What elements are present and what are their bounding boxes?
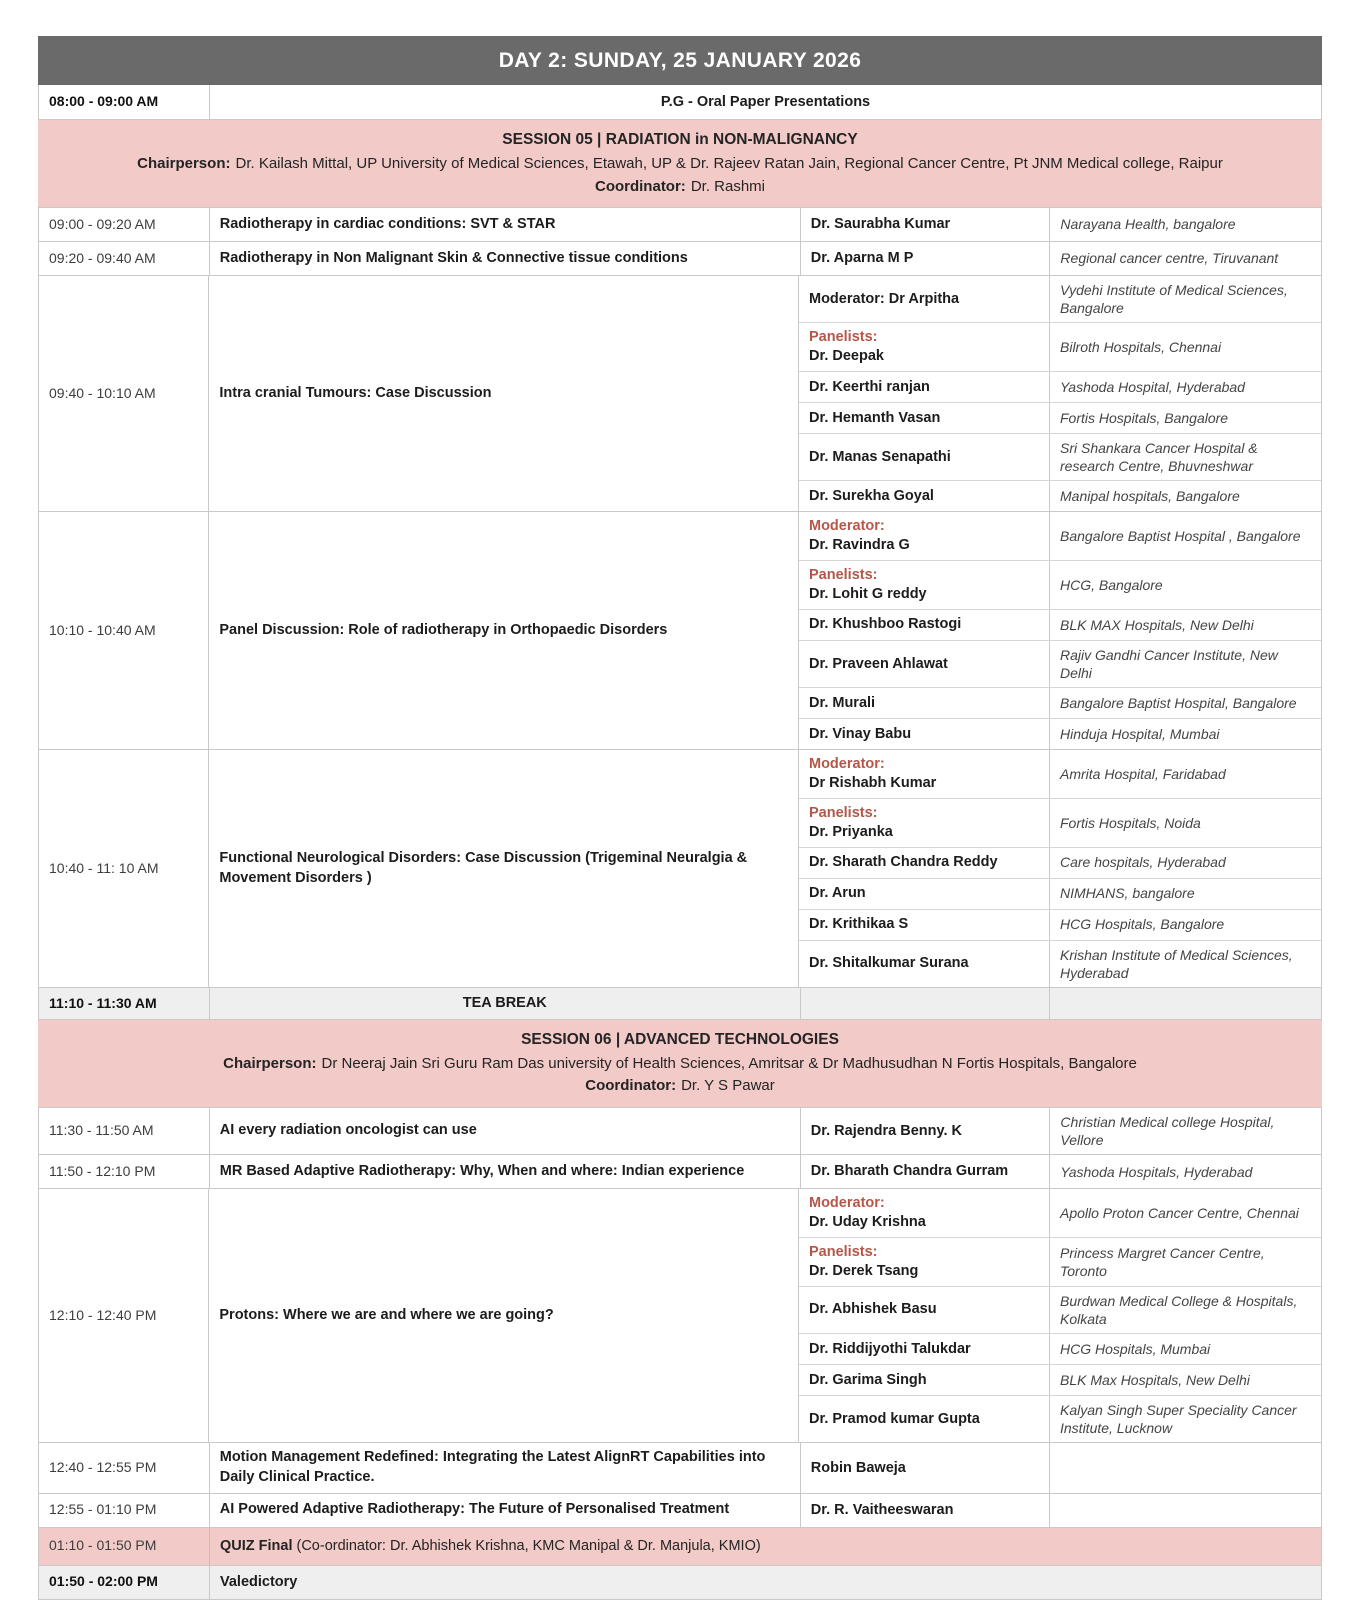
topic-text: Motion Management Redefined: Integrating the Latest AlignRT Capabilities into Daily Clinical Practice. xyxy=(219,1449,766,1485)
panel-role-label: Moderator: xyxy=(809,756,885,773)
speaker-name: Dr. Sharath Chandra Reddy xyxy=(809,854,998,871)
institution-cell xyxy=(1049,403,1321,433)
day-banner xyxy=(38,36,1322,85)
institution-cell xyxy=(1049,208,1321,241)
panel-subrow xyxy=(799,641,1321,688)
time-text: 11:50 - 12:10 PM xyxy=(49,1163,156,1180)
panel-subrows xyxy=(798,750,1321,987)
speaker-cell xyxy=(799,910,1049,940)
time-text: 10:40 - 11: 10 AM xyxy=(49,859,159,876)
institution-cell xyxy=(1049,481,1321,511)
speaker-cell xyxy=(799,561,1049,609)
topic-cell xyxy=(208,276,798,511)
institution-text: Yashoda Hospitals, Hyderabad xyxy=(1060,1163,1253,1180)
quiz-cell xyxy=(209,1528,1321,1565)
panel-subrow xyxy=(799,1287,1321,1334)
institution-text: Fortis Hospitals, Bangalore xyxy=(1060,409,1229,426)
topic-cell xyxy=(209,208,800,241)
topic-cell xyxy=(208,512,798,749)
speaker-cell xyxy=(799,323,1049,371)
institution-cell xyxy=(1049,1238,1321,1286)
time-text: 11:10 - 11:30 AM xyxy=(49,994,157,1011)
institution-cell xyxy=(1049,719,1321,749)
institution-cell xyxy=(1049,610,1321,640)
speaker-name: Dr. Praveen Ahlawat xyxy=(809,655,948,672)
session-header xyxy=(38,120,1322,208)
panel-subrow xyxy=(799,610,1321,641)
institution-cell xyxy=(1049,561,1321,609)
speaker-cell xyxy=(800,242,1050,275)
speaker-name: Dr. Krithikaa S xyxy=(809,916,909,933)
time-text: 10:10 - 10:40 AM xyxy=(49,622,156,639)
panel-subrow xyxy=(799,1238,1321,1287)
speaker-name: Moderator: Dr Arpitha xyxy=(809,290,960,307)
quiz-coordinator-text: (Co-ordinator: Dr. Abhishek Krishna, KMC Manipal & Dr. Manjula, KMIO) xyxy=(296,1538,761,1555)
speaker-name: Dr. Abhishek Basu xyxy=(809,1301,937,1318)
speaker-name: Dr. Surekha Goyal xyxy=(809,488,934,505)
institution-text: Christian Medical college Hospital, Vellore xyxy=(1060,1113,1275,1149)
schedule-page xyxy=(38,36,1322,1600)
speaker-cell xyxy=(800,988,1050,1019)
time-cell xyxy=(39,988,209,1019)
panel-subrow xyxy=(799,1334,1321,1365)
quiz-title: QUIZ Final xyxy=(220,1538,293,1555)
speaker-name: Dr. Keerthi ranjan xyxy=(809,378,930,395)
institution-cell xyxy=(1049,276,1321,322)
panel-subrows xyxy=(798,512,1321,749)
panel-subrow xyxy=(799,799,1321,848)
institution-text: Kalyan Singh Super Speciality Cancer Institute, Lucknow xyxy=(1060,1402,1297,1437)
day-banner-title: DAY 2: SUNDAY, 25 JANUARY 2026 xyxy=(498,48,862,72)
chairperson-label: Chairperson: xyxy=(223,1054,317,1072)
panel-subrow xyxy=(799,434,1321,481)
institution-cell xyxy=(1049,1108,1321,1154)
institution-text: Bangalore Baptist Hospital, Bangalore xyxy=(1060,695,1297,712)
institution-text: BLK MAX Hospitals, New Delhi xyxy=(1060,616,1254,633)
speaker-cell xyxy=(799,879,1049,909)
panel-subrow xyxy=(799,750,1321,799)
time-text: 09:40 - 10:10 AM xyxy=(49,384,156,401)
speaker-cell xyxy=(799,481,1049,511)
institution-cell xyxy=(1049,879,1321,909)
institution-text: Princess Margret Cancer Centre, Toronto xyxy=(1060,1244,1265,1279)
institution-text: BLK Max Hospitals, New Delhi xyxy=(1060,1371,1250,1388)
panel-role-label: Moderator: xyxy=(809,518,885,535)
schedule-row-final xyxy=(38,1566,1322,1600)
panel-subrow xyxy=(799,403,1321,434)
speaker-cell xyxy=(799,512,1049,560)
coordinator-line xyxy=(52,1075,1308,1098)
institution-cell xyxy=(1049,1494,1321,1527)
topic-cell xyxy=(209,1108,800,1154)
schedule-row-panel xyxy=(38,276,1322,512)
institution-text: Vydehi Institute of Medical Sciences, Bangalore xyxy=(1060,282,1288,317)
institution-text: Bilroth Hospitals, Chennai xyxy=(1060,339,1222,356)
panel-subrow xyxy=(799,372,1321,403)
institution-text: Amrita Hospital, Faridabad xyxy=(1060,765,1226,782)
time-cell xyxy=(39,1155,209,1188)
speaker-cell xyxy=(799,750,1049,798)
panel-role-label: Panelists: xyxy=(809,567,878,584)
speaker-cell xyxy=(799,1365,1049,1395)
institution-text: Regional cancer centre, Tiruvanant xyxy=(1060,250,1279,267)
speaker-cell xyxy=(799,610,1049,640)
panel-subrow xyxy=(799,323,1321,372)
coordinator-text: Dr. Rashmi xyxy=(690,177,765,195)
topic-cell xyxy=(208,1189,798,1442)
institution-text: Rajiv Gandhi Cancer Institute, New Delhi xyxy=(1060,646,1278,681)
speaker-cell xyxy=(800,1443,1050,1492)
topic-text: Intra cranial Tumours: Case Discussion xyxy=(219,384,492,401)
panel-subrow xyxy=(799,941,1321,987)
institution-text: HCG Hospitals, Bangalore xyxy=(1060,916,1225,933)
speaker-cell xyxy=(799,1334,1049,1364)
chairperson-text: Dr. Kailash Mittal, UP University of Medical Sciences, Etawah, UP & Dr. Rajeev Ratan Jain, Regional Cancer Centre, Pt JNM Medical college, Raipur xyxy=(235,155,1223,172)
topic-cell xyxy=(209,1443,800,1492)
institution-text: Manipal hospitals, Bangalore xyxy=(1060,488,1240,505)
panel-subrow xyxy=(799,1189,1321,1238)
valedictory-cell: Valedictory xyxy=(209,1566,1321,1599)
time-text: 08:00 - 09:00 AM xyxy=(49,93,159,110)
panel-subrow xyxy=(799,848,1321,879)
speaker-name: Dr. Saurabha Kumar xyxy=(810,216,951,233)
speaker-cell xyxy=(799,372,1049,402)
speaker-cell xyxy=(799,848,1049,878)
time-cell xyxy=(39,276,208,511)
panel-subrows xyxy=(798,276,1321,511)
time-text: 11:30 - 11:50 AM xyxy=(49,1122,154,1139)
institution-cell xyxy=(1049,1396,1321,1442)
speaker-cell xyxy=(799,1238,1049,1286)
time-cell xyxy=(39,512,208,749)
institution-cell xyxy=(1049,1365,1321,1395)
panel-subrow xyxy=(799,276,1321,323)
chairperson-line xyxy=(52,153,1308,176)
institution-cell xyxy=(1049,1189,1321,1237)
institution-cell xyxy=(1049,323,1321,371)
time-text: 09:00 - 09:20 AM xyxy=(49,215,156,232)
time-cell xyxy=(39,1494,209,1527)
speaker-name: Dr. Rajendra Benny. K xyxy=(810,1122,963,1139)
panel-role-label: Panelists: xyxy=(809,329,878,346)
speaker-name: Dr. Bharath Chandra Gurram xyxy=(810,1163,1009,1180)
time-text: 09:20 - 09:40 AM xyxy=(49,249,156,266)
schedule-row-talk xyxy=(38,1155,1322,1189)
speaker-cell xyxy=(799,276,1049,322)
speaker-cell xyxy=(800,208,1050,241)
schedule-row-merged xyxy=(38,85,1322,120)
schedule-row-talk xyxy=(38,1443,1322,1493)
speaker-name: Dr. Hemanth Vasan xyxy=(809,409,941,426)
schedule-row-talk xyxy=(38,208,1322,242)
speaker-cell xyxy=(799,688,1049,718)
institution-text: Fortis Hospitals, Noida xyxy=(1060,814,1201,831)
institution-text: Narayana Health, bangalore xyxy=(1060,216,1236,233)
time-cell xyxy=(39,85,209,119)
speaker-name: Dr. Vinay Babu xyxy=(809,725,912,742)
topic-text: Functional Neurological Disorders: Case Discussion (Trigeminal Neuralgia & Movement Disorders ) xyxy=(219,850,748,886)
institution-cell xyxy=(1049,1443,1321,1492)
speaker-name: Dr. Lohit G reddy xyxy=(809,585,927,602)
topic-text: AI Powered Adaptive Radiotherapy: The Future of Personalised Treatment xyxy=(219,1501,730,1518)
speaker-name: Dr. Uday Krishna xyxy=(809,1214,926,1231)
coordinator-text: Dr. Y S Pawar xyxy=(681,1077,775,1095)
merged-title-cell: P.G - Oral Paper Presentations xyxy=(209,85,1321,119)
coordinator-label: Coordinator: xyxy=(594,177,686,195)
institution-text: Sri Shankara Cancer Hospital & research Centre, Bhuvneshwar xyxy=(1060,440,1258,475)
chairperson-line xyxy=(52,1053,1308,1076)
topic-text: Radiotherapy in cardiac conditions: SVT & STAR xyxy=(219,215,556,232)
break-label-cell: TEA BREAK xyxy=(209,988,800,1019)
institution-cell xyxy=(1049,799,1321,847)
panel-subrow xyxy=(799,688,1321,719)
topic-cell xyxy=(209,1494,800,1527)
panel-subrows xyxy=(798,1189,1321,1442)
session-title: SESSION 05 | RADIATION in NON-MALIGNANCY xyxy=(502,131,858,148)
schedule-table xyxy=(38,85,1322,1600)
time-cell xyxy=(39,1443,209,1492)
institution-text: HCG Hospitals, Mumbai xyxy=(1060,1340,1211,1357)
time-text: 12:40 - 12:55 PM xyxy=(49,1459,157,1476)
speaker-cell xyxy=(800,1108,1050,1154)
institution-text: Krishan Institute of Medical Sciences, Hyderabad xyxy=(1060,946,1293,981)
time-text: 01:50 - 02:00 PM xyxy=(49,1573,158,1590)
time-cell xyxy=(39,242,209,275)
speaker-cell xyxy=(799,434,1049,480)
schedule-row-talk xyxy=(38,1494,1322,1528)
speaker-cell xyxy=(799,799,1049,847)
session-title: SESSION 06 | ADVANCED TECHNOLOGIES xyxy=(521,1030,839,1048)
schedule-row-talk xyxy=(38,242,1322,276)
speaker-name: Dr. Murali xyxy=(809,694,876,711)
time-cell xyxy=(39,750,208,987)
institution-cell xyxy=(1049,242,1321,275)
speaker-name: Dr. Deepak xyxy=(809,348,884,365)
speaker-name: Robin Baweja xyxy=(810,1459,906,1476)
speaker-cell xyxy=(799,1189,1049,1237)
panel-subrow xyxy=(799,719,1321,749)
institution-cell xyxy=(1049,988,1321,1019)
institution-text: NIMHANS, bangalore xyxy=(1060,885,1195,902)
speaker-cell xyxy=(799,403,1049,433)
institution-text: Burdwan Medical College & Hospitals, Kolkata xyxy=(1060,1292,1298,1327)
speaker-cell xyxy=(800,1155,1050,1188)
chairperson-label: Chairperson: xyxy=(137,155,231,172)
time-text: 01:10 - 01:50 PM xyxy=(49,1537,157,1554)
speaker-name: Dr. Derek Tsang xyxy=(809,1262,919,1279)
institution-cell xyxy=(1049,910,1321,940)
panel-subrow xyxy=(799,512,1321,561)
panel-role-label: Panelists: xyxy=(809,804,878,821)
speaker-name: Dr. Ravindra G xyxy=(809,537,910,554)
coordinator-line xyxy=(52,176,1308,199)
time-cell xyxy=(39,208,209,241)
topic-cell xyxy=(209,1155,800,1188)
speaker-cell xyxy=(799,719,1049,749)
speaker-name: Dr. Khushboo Rastogi xyxy=(809,616,962,633)
speaker-name: Dr. Aparna M P xyxy=(810,250,914,267)
institution-cell xyxy=(1049,1155,1321,1188)
coordinator-label: Coordinator: xyxy=(585,1077,677,1095)
time-text: 12:55 - 01:10 PM xyxy=(49,1501,157,1518)
institution-text: Bangalore Baptist Hospital , Bangalore xyxy=(1060,528,1301,545)
speaker-cell xyxy=(799,1287,1049,1333)
institution-cell xyxy=(1049,1287,1321,1333)
speaker-name: Dr. Priyanka xyxy=(809,823,893,840)
panel-role-label: Moderator: xyxy=(809,1195,885,1212)
panel-subrow xyxy=(799,1365,1321,1396)
topic-cell xyxy=(208,750,798,987)
institution-cell xyxy=(1049,750,1321,798)
schedule-row-panel xyxy=(38,750,1322,988)
speaker-name: Dr. Pramod kumar Gupta xyxy=(809,1410,980,1427)
time-text: 12:10 - 12:40 PM xyxy=(49,1307,157,1324)
speaker-cell xyxy=(799,1396,1049,1442)
institution-cell xyxy=(1049,848,1321,878)
institution-cell xyxy=(1049,1334,1321,1364)
speaker-name: Dr. Garima Singh xyxy=(809,1371,927,1388)
institution-text: Apollo Proton Cancer Centre, Chennai xyxy=(1060,1205,1299,1222)
panel-role-label: Panelists: xyxy=(809,1244,878,1260)
institution-text: HCG, Bangalore xyxy=(1060,576,1163,593)
panel-subrow xyxy=(799,481,1321,511)
speaker-name: Dr. Manas Senapathi xyxy=(809,448,951,465)
institution-cell xyxy=(1049,688,1321,718)
session-header xyxy=(38,1020,1322,1108)
chairperson-text: Dr Neeraj Jain Sri Guru Ram Das university of Health Sciences, Amritsar & Dr Madhusudhan N Fortis Hospitals, Bangalore xyxy=(321,1054,1137,1072)
institution-cell xyxy=(1049,434,1321,480)
institution-cell xyxy=(1049,641,1321,687)
topic-text: AI every radiation oncologist can use xyxy=(219,1122,477,1139)
schedule-row-panel xyxy=(38,512,1322,750)
institution-cell xyxy=(1049,372,1321,402)
speaker-cell xyxy=(799,641,1049,687)
topic-text: MR Based Adaptive Radiotherapy: Why, When and where: Indian experience xyxy=(219,1163,745,1180)
schedule-row-talk xyxy=(38,1108,1322,1155)
time-cell xyxy=(39,1566,209,1599)
speaker-cell xyxy=(799,941,1049,987)
institution-cell xyxy=(1049,941,1321,987)
topic-text: Panel Discussion: Role of radiotherapy in Orthopaedic Disorders xyxy=(219,622,668,639)
speaker-name: Dr. Shitalkumar Surana xyxy=(809,955,969,972)
panel-subrow xyxy=(799,879,1321,910)
panel-subrow xyxy=(799,910,1321,941)
institution-text: Care hospitals, Hyderabad xyxy=(1060,854,1226,871)
speaker-cell xyxy=(800,1494,1050,1527)
schedule-row-panel xyxy=(38,1189,1322,1443)
schedule-row-quiz xyxy=(38,1528,1322,1566)
topic-text: Radiotherapy in Non Malignant Skin & Connective tissue conditions xyxy=(219,249,688,266)
institution-cell xyxy=(1049,512,1321,560)
schedule-row-break xyxy=(38,988,1322,1020)
panel-subrow xyxy=(799,1396,1321,1442)
institution-text: Hinduja Hospital, Mumbai xyxy=(1060,726,1220,743)
speaker-name: Dr. Arun xyxy=(809,885,866,902)
panel-subrow xyxy=(799,561,1321,610)
time-cell xyxy=(39,1528,209,1565)
time-cell xyxy=(39,1108,209,1154)
speaker-name: Dr. Riddijyothi Talukdar xyxy=(809,1340,971,1357)
time-cell xyxy=(39,1189,208,1442)
speaker-name: Dr Rishabh Kumar xyxy=(809,775,937,792)
speaker-name: Dr. R. Vaitheeswaran xyxy=(810,1501,954,1518)
topic-text: Protons: Where we are and where we are going? xyxy=(219,1307,554,1324)
topic-cell xyxy=(209,242,800,275)
institution-text: Yashoda Hospital, Hyderabad xyxy=(1060,378,1245,395)
